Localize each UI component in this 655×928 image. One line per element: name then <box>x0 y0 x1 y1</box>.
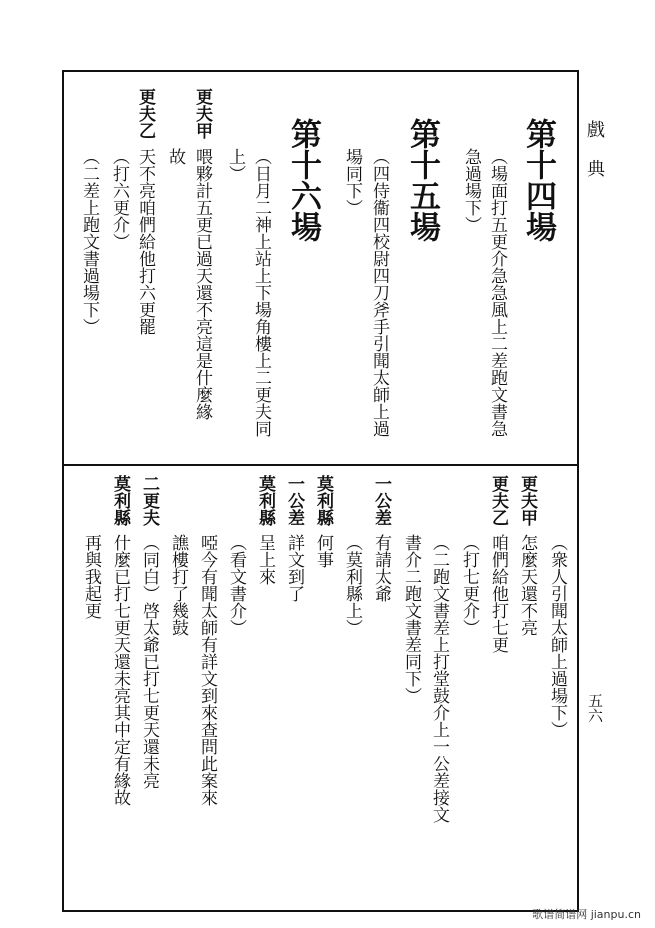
scene-16-direction-cont: 上） <box>225 148 245 182</box>
speaker-magistrate-1: 莫利縣 <box>313 475 333 526</box>
watchmen-joint-line: （同白）啓太爺已打七更天還未亮 <box>139 534 159 789</box>
clerks-direction: （二跑文書差上打堂鼓介上一公差接文 <box>429 534 449 823</box>
speaker-watchman-jia-2: 更夫甲 <box>517 475 537 526</box>
speaker-officer-2: 一公差 <box>284 475 304 526</box>
speaker-magistrate-3: 莫利縣 <box>110 475 130 526</box>
scene-16-direction: （日月二神上站上下場角樓上二更夫同 <box>251 148 271 437</box>
scene-14-direction: （場面打五更介急急風上二差跑文書急 <box>487 148 507 437</box>
watermark: 歌谱简谱网 jianpu.cn <box>532 908 641 921</box>
watchman-jia-line-2: 怎麼天還不亮 <box>517 534 537 636</box>
scene-16-heading: 第十六場 <box>285 118 321 242</box>
magistrate-line-2: 呈上來 <box>255 534 275 585</box>
speaker-watchman-yi-2: 更夫乙 <box>488 475 508 526</box>
magistrate-line-5: 再與我起更 <box>81 534 101 619</box>
book-title: 戲 典 <box>584 120 605 177</box>
speaker-watchman-jia: 更夫甲 <box>192 88 212 139</box>
grand-tutor-direction: （衆人引聞太師上過場下） <box>547 534 567 738</box>
speaker-officer-1: 一公差 <box>371 475 391 526</box>
watchman-yi-line-2: 咱們給他打七更 <box>488 534 508 653</box>
speaker-magistrate-2: 莫利縣 <box>255 475 275 526</box>
speaker-watchmen-both: 二更夫 <box>139 475 159 526</box>
magistrate-enter-direction: （莫利縣上） <box>342 534 362 636</box>
magistrate-line-4: 什麼已打七更天還未亮其中定有緣故 <box>110 534 130 806</box>
scene-14-direction-cont: 急過場下） <box>461 148 481 233</box>
clerks-direction-cont: 書介二跑文書差同下） <box>401 534 421 704</box>
watchman-yi-line: 天不亮咱們給他打六更罷 <box>135 148 155 335</box>
page-number: 五六 <box>586 693 604 723</box>
magistrate-line-3: 啞今有聞太師有詳文到來查問此案來 <box>197 534 217 806</box>
scene-15-direction: （四侍衞四校尉四刀斧手引聞太師上過 <box>369 148 389 437</box>
speaker-watchman-yi: 更夫乙 <box>135 88 155 139</box>
scene-15-heading: 第十五場 <box>404 118 440 242</box>
clerks-pass-direction: （二差上跑文書過場下） <box>79 148 99 335</box>
scene-14-heading: 第十四場 <box>520 118 556 242</box>
scene-15-direction-cont: 場同下） <box>342 148 362 216</box>
magistrate-read-direction: （看文書介） <box>226 534 246 636</box>
watchman-yi-direction-2: （打七更介） <box>459 534 479 636</box>
officer-line-1: 有請太爺 <box>371 534 391 602</box>
magistrate-line-3-cont: 譙樓打了幾鼓 <box>168 534 188 636</box>
section-divider <box>64 464 577 466</box>
watchman-yi-direction: （打六更介） <box>109 148 129 250</box>
watchman-jia-line: 喂夥計五更已過天還不亮這是什麼緣 <box>192 148 212 420</box>
officer-line-2: 詳文到了 <box>284 534 304 602</box>
watchman-jia-line-cont: 故 <box>165 148 185 165</box>
magistrate-line-1: 何事 <box>313 534 333 568</box>
